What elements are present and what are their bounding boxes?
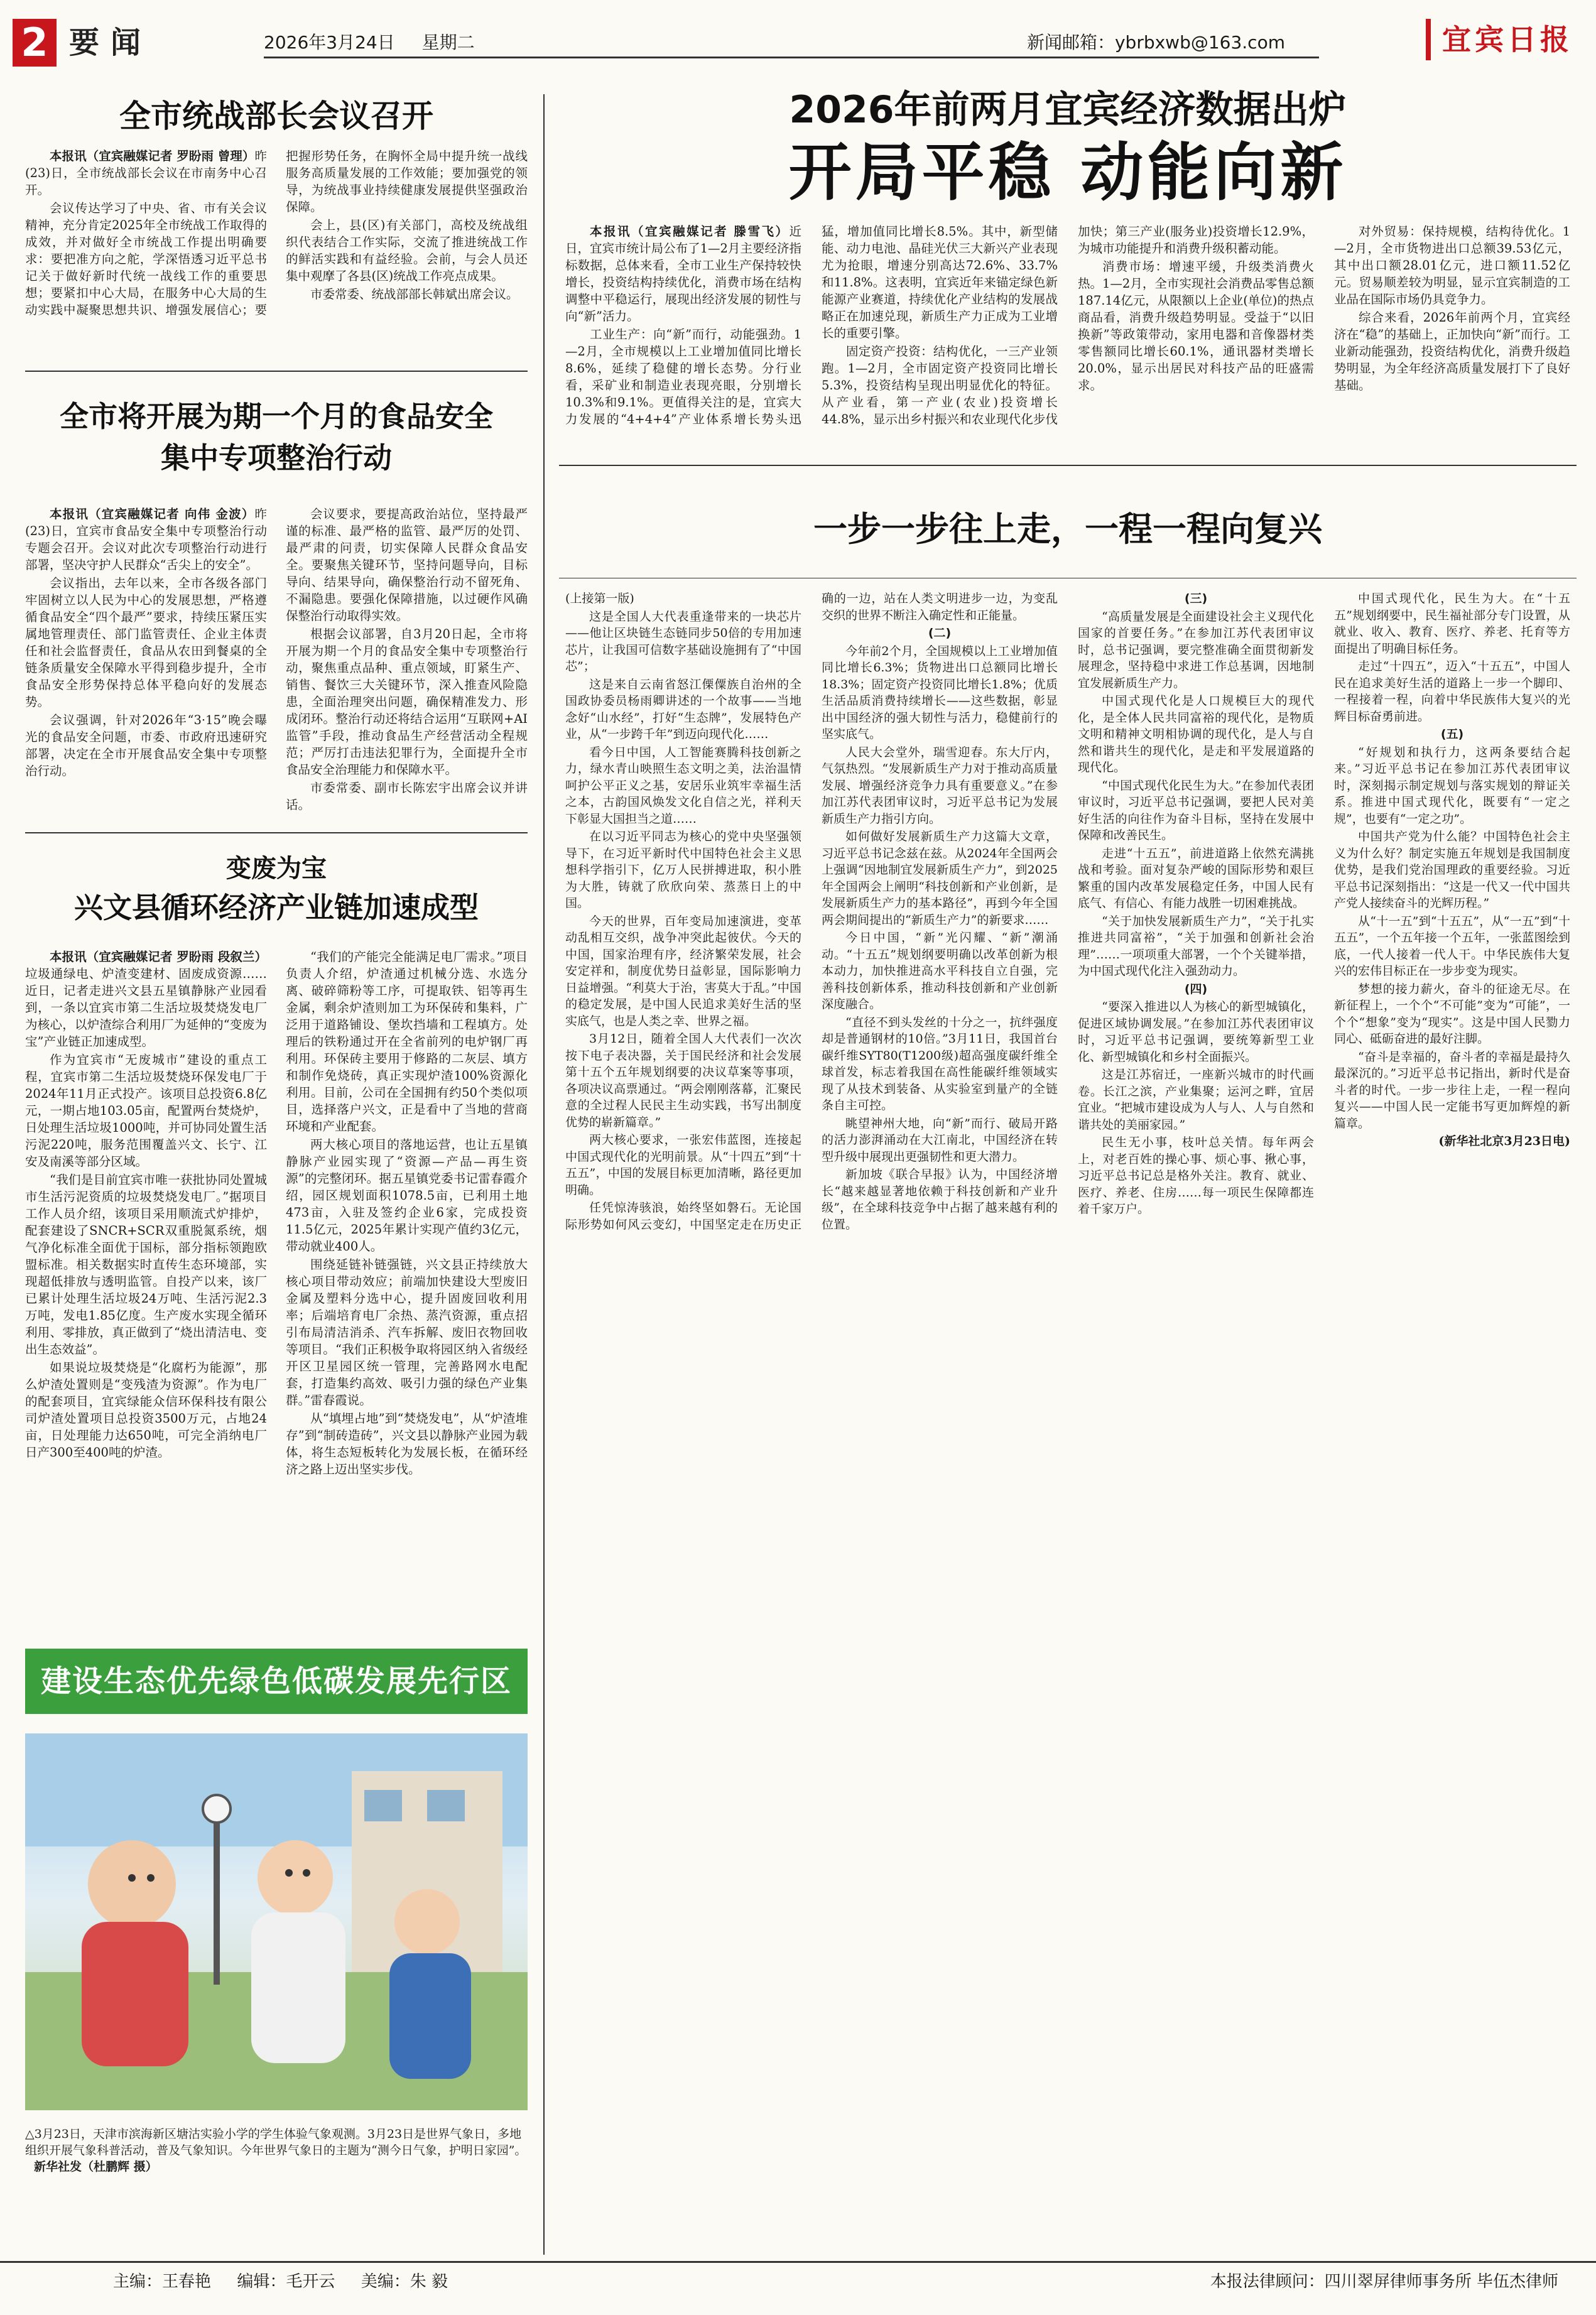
article2-paragraph: 根据会议部署，自3月20日起，全市将开展为期一个月的食品安全集中专项整治行动，聚焦重点品种、重点领域，盯紧生产、销售、餐饮三大关键环节，深入推查风险隐患，全面治理突出问题，确保精准发力、形成闭环。整治行动还将结合运用“互联网+AI监管”手段，推动食品生产经营活动全程规范；严厉打击违法犯罪行为，全面提升全市食品安全治理能力和保障水平。 xyxy=(286,627,528,777)
newspaper-logo: 宜宾日报 xyxy=(1426,19,1573,60)
article5-paragraph: 走过“十四五”，迈入“十五五”，中国人民在追求美好生活的道路上一步一个脚印、一程接着一程，向着中华民族伟大复兴的光辉目标奋勇前进。 xyxy=(1334,659,1570,724)
footer-staff xyxy=(113,2263,448,2301)
weather-day-photo xyxy=(25,1733,528,2110)
divider xyxy=(559,465,1577,466)
photo-caption-text: △3月23日，天津市滨海新区塘沽实验小学的学生体验气象观测。3月23日是世界气象日，多地组织开展气象科普活动，普及气象知识。今年世界气象日的主题为“测今日气象，护明日家园”。 xyxy=(25,2127,527,2157)
article3-paragraph: “我们的产能完全能满足电厂需求。”项目负责人介绍，炉渣通过机械分选、水选分离、破碎筛粉等工序，可提取铁、铝等再生金属，剩余炉渣则加工为环保砖和集料，广泛用于道路铺设、堡坎挡墙和工程填方。处理后的铁粉通过开在全省前列的电炉钢厂再利用。环保砖主要用于修路的二灰层、填方和制作免烧砖，真正实现炉渣100%资源化利用。目前，公司在全国拥有约50个类似项目，选择落户兴文，正是看中了当地的营商环境和产业配套。 xyxy=(286,950,528,1134)
article4-paragraph: 固定资产投资：结构优化，一三产业领跑。1—2月，全市固定资产投资同比增长5.3%，投资结构呈现出明显优化的特征。从产业看，第一产业(农业)投资增长44.8%，显示出乡村振兴和农业现代化步伐加快；第三产业(服务业)投资增长12.9%，为城市功能提升和消费升级积蓄动能。 xyxy=(822,224,1314,426)
article1-paragraph: 市委常委、统战部部长韩斌出席会议。 xyxy=(310,287,519,301)
article5-paragraph: 这是江苏宿迁，一座新兴城市的时代画卷。长江之滨，产业集聚；运河之畔，宜居宜业。“把城市建设成为人与人、人与自然和谐共处的美丽家园。” xyxy=(1078,1068,1314,1132)
article5-paragraph: 中国共产党为什么能？中国特色社会主义为什么好？制定实施五年规划是我国制度优势，是我们党治国理政的重要经验。习近平总书记深刻指出：“这是一代又一代中国共产党人接续奋斗的光辉历程。” xyxy=(1334,830,1570,910)
article5-title: 一步一步往上走，一程一程向复兴 xyxy=(813,509,1322,549)
article4-title-line1: 2026年前两月宜宾经济数据出炉 xyxy=(789,88,1347,132)
footer-legal-advisor: 本报法律顾问：四川翠屏律师事务所 毕伍杰律师 xyxy=(1210,2272,1558,2291)
article5-paragraph: 中国式现代化是人口规模巨大的现代化，是全体人民共同富裕的现代化，是物质文明和精神文明相协调的现代化，是人与自然和谐共生的现代化，是走和平发展道路的现代化。 xyxy=(1078,694,1314,774)
article4-body: 本报讯（宜宾融媒记者 滕雪飞）近日，宜宾市统计局公布了1—2月主要经济指标数据，总体来看，全市工业生产保持较快增长，投资结构持续优化，消费市场在结构调整中平稳运行，展现出经济发展的韧性与向“新”活力。 工业生产：向“新”而行，动能强劲。1—2月，全市规模以上工业增加值同比增长8.6%，延续了稳健的增长态势。分行业看，采矿业和制造业表现亮眼，分别增长10.3%和9.1%。更值得关注的是，宜宾大力发展的“4+4+4”产业体系增长势头迅猛，增加值同比增长8.5%。其中，新型储能、动力电池、晶硅光伏三大新兴产业表现尤为抢眼，增速分别高达72.6%、33.7%和11.8%。这表明，宜宾近年来锚定绿色新能源产业赛道，持续优化产业结构的发展战略正在加速兑现，新质生产力正成为工业增长的重要引擎。 固定资产投资：结构优化，一三产业领跑。1—2月，全市固定资产投资同比增长5.3%，投资结构呈现出明显优化的特征。从产业看，第一产业(农业)投资增长44.8%，显示出乡村振兴和农业现代化步伐加快；第三产业(服务业)投资增长12.9%，为城市功能提升和消费升级积蓄动能。 消费市场：增速平缓，升级类消费火热。1—2月，全市实现社会消费品零售总额187.14亿元，从限额以上企业(单位)的热点商品看，消费升级趋势明显。受益于“以旧换新”等政策带动，家用电器和音像器材类零售额同比增长60.1%，通讯器材类增长20.0%，显示出居民对科技产品的旺盛需求。 对外贸易：保持规模，结构待优化。1—2月，全市货物进出口总额39.53亿元，其中出口额28.01亿元，进口额11.52亿元。贸易顺差较为明显，显示宜宾制造的工业品在国际市场仍具竞争力。 综合来看，2026年前两个月，宜宾经济在“稳”的基础上，正加快向“新”而行。工业新动能强劲，投资结构优化，消费升级趋势明显，为全年经济高质量发展打下了良好基础。 xyxy=(565,224,1570,426)
article5-paragraph: “关于加快发展新质生产力”，“关于扎实推进共同富裕”，“关于加强和创新社会治理”……一项项重大部署，一个个关键举措，为中国式现代化注入强劲动力。 xyxy=(1078,914,1314,978)
article1-paragraph: 会上，县(区)有关部门，高校及统战组织代表结合工作实际，交流了推进统战工作的鲜活实践和有益经验。会前，与会人员还集中观摩了各县(区)统战工作亮点成果。 xyxy=(286,218,528,283)
article5-paragraph: 任凭惊涛骇浪，始终坚如磐石。无论国际形势如何风云变幻，中国坚定走在历史正确的一边，站在人类文明进步一边，为变乱交织的世界不断注入确定性和正能量。 xyxy=(565,592,1058,1232)
eco-banner: 建设生态优先绿色低碳发展先行区 xyxy=(25,1649,528,1714)
article5-body xyxy=(565,590,1570,2248)
footer-designer: 美编：朱 毅 xyxy=(361,2272,448,2291)
article5-section-four: (四) xyxy=(1184,982,1208,996)
article2-paragraph: 会议指出，去年以来，全市各级各部门牢固树立以人民为中心的发展思想，严格遵循食品安全“四个最严”要求，持续压紧压实属地管理责任、部门监管责任、企业主体责任和社会监督责任，食品从农田到餐桌的全链条质量安全保障水平得到稳步提升，全市食品安全形势保持总体平稳向好的发展态势。 xyxy=(25,576,267,709)
article5-paragraph: “直径不到头发丝的十分之一，抗绊强度却是普通钢材的10倍。”3月11日，我国首台碳纤维SYT80(T1200级)超高强度碳纤维全球首发，标志着我国在高性能碳纤维领域实现了从技术到装备、从实验室到量产的全链条自主可控。 xyxy=(822,1015,1058,1112)
divider xyxy=(25,832,528,833)
article1-byline: 本报讯（宜宾融媒记者 罗盼雨 曾理） xyxy=(50,149,255,163)
article5-paragraph: 人民大会堂外，瑞雪迎春。东大厅内，气氛热烈。“发展新质生产力对于推动高质量发展、增强经济竞争力具有重要意义。”在参加江苏代表团审议时，习近平总书记为发展新质生产力指引方向。 xyxy=(822,745,1058,826)
article4-paragraph: 综合来看，2026年前两个月，宜宾经济在“稳”的基础上，正加快向“新”而行。工业新动能强劲，投资结构优化，消费升级趋势明显，为全年经济高质量发展打下了良好基础。 xyxy=(1334,310,1570,393)
article5-paragraph: “高质量发展是全面建设社会主义现代化国家的首要任务。”在参加江苏代表团审议时，总书记强调，要完整准确全面贯彻新发展理念，坚持稳中求进工作总基调，因地制宜发展新质生产力。 xyxy=(1078,609,1314,690)
footer-editor: 主编：王春艳 xyxy=(113,2272,212,2291)
footer xyxy=(0,2261,1596,2304)
article4-paragraph: 消费市场：增速平缓，升级类消费火热。1—2月，全市实现社会消费品零售总额187.14亿元，从限额以上企业(单位)的热点商品看，消费升级趋势明显。受益于“以旧换新”等政策带动，家用电器和音像器材类零售额同比增长60.1%，通讯器材类增长20.0%，显示出居民对科技产品的旺盛需求。 xyxy=(1078,259,1314,393)
article5-paragraph: 如何做好发展新质生产力这篇大文章，习近平总书记念兹在兹。从2024年全国两会上强调“因地制宜发展新质生产力”，到2025年全国两会上阐明“科技创新和产业创新，是发展新质生产力的基本路径”，再到今年全国两会期间提出的“新质生产力”的新要求…… xyxy=(822,830,1058,927)
issue-date: 2026年3月24日 xyxy=(264,32,395,53)
issue-weekday: 星期二 xyxy=(421,32,475,53)
article5-paragraph: 新加坡《联合早报》认为，中国经济增长“越来越显著地依赖于科技创新和产业升级”，在全球科技竞争中占据了越来越有利的位置。 xyxy=(822,1168,1058,1232)
article3-paragraph: 从“填埋占地”到“焚烧发电”，从“炉渣堆存”到“制砖造砖”，兴文县以静脉产业园为载体，将生态短板转化为发展长板，在循环经济之路上迈出坚实步伐。 xyxy=(286,1411,528,1477)
article4-paragraph: 工业生产：向“新”而行，动能强劲。1—2月，全市规模以上工业增加值同比增长8.6%，延续了稳健的增长态势。分行业看，采矿业和制造业表现亮眼，分别增长10.3%和9.1%。更值得关注的是，宜宾大力发展的“4+4+4”产业体系增长势头迅猛，增加值同比增长8.5%。其中，新型储能、动力电池、晶硅光伏三大新兴产业表现尤为抢眼，增速分别高达72.6%、33.7%和11.8%。这表明，宜宾近年来锚定绿色新能源产业赛道，持续优化产业结构的发展战略正在加速兑现，新质生产力正成为工业增长的重要引擎。 xyxy=(565,224,1058,426)
article5-paragraph: 今年前2个月，全国规模以上工业增加值同比增长6.3%；货物进出口总额同比增长18.3%；固定资产投资同比增长1.8%；优质生活品质消费持续增长——这些数据，彰显出中国经济的强大韧性与活力，稳健前行的坚实底气。 xyxy=(822,644,1058,741)
divider xyxy=(25,371,528,372)
article2-byline: 本报讯（宜宾融媒记者 向伟 金波） xyxy=(50,507,255,521)
article2-title xyxy=(25,396,528,479)
article4-paragraph: 对外贸易：保持规模，结构待优化。1—2月，全市货物进出口总额39.53亿元，其中出口额28.01亿元，进口额11.52亿元。贸易顺差较为明显，显示宜宾制造的工业品在国际市场仍具竞争力。 xyxy=(1334,224,1570,306)
article5-paragraph: 从“十一五”到“十五五”，从“一五”到“十五五”，一个五年接一个五年，一张蓝图绘到底，一代人接着一代人干。中华民族伟大复兴的宏伟目标正在一步步变为现实。 xyxy=(1334,914,1570,978)
article5-paragraph: 这是全国人大代表重逢带来的一块芯片——他让区块链生态链同步50倍的专用加速芯片，让我国可信数字基础设施拥有了“中国芯”； xyxy=(565,609,801,673)
article5-paragraph: 眺望神州大地，向“新”而行、破局开路的活力澎湃涌动在大江南北，中国经济在转型升级中展现出更强韧性和更大潜力。 xyxy=(822,1116,1058,1164)
article5-continued: (上接第一版) xyxy=(565,592,634,605)
section-name: 要闻 xyxy=(69,25,153,60)
footer-copy-editor: 编辑：毛开云 xyxy=(237,2272,335,2291)
article5-section-five: (五) xyxy=(1440,727,1464,741)
article5-section-two: (二) xyxy=(928,626,952,640)
article3-paragraph: “我们是目前宜宾市唯一获批协同处置城市生活污泥资质的垃圾焚烧发电厂。”据项目工作人员介绍，该项目采用顺流式炉排炉，配套建设了SNCR+SCR双重脱氮系统，烟气净化标准全面优于国标，部分指标领跑欧盟标准。相关数据实时直传生态环境部，实现超低排放与透明监管。自投产以来，该厂已累计处理生活垃圾24万吨、生活污泥2.3万吨，发电1.85亿度。生产废水实现全循环利用、零排放，真正做到了“烧出清洁电、变出生态效益”。 xyxy=(25,1173,267,1357)
article5-credit: (新华社北京3月23日电) xyxy=(1438,1134,1570,1148)
article5-paragraph: 今日中国，“新”光闪耀、“新”潮涌动。“十五五”规划纲要明确以改革创新为根本动力，加快推进高水平科技自立自强，完善科技创新体系，推动科技创新和产业创新深度融合。 xyxy=(822,931,1058,1011)
article3-paragraph: 两大核心项目的落地运营，也让五星镇静脉产业园实现了“资源—产品—再生资源”的完整闭环。据五星镇党委书记雷春霞介绍，园区规划面积1078.5亩，已利用土地473亩，入驻及签约企业6家，完成投资11.5亿元，2025年累计实现产值约3亿元，带动就业400人。 xyxy=(286,1137,528,1254)
article3-title: 兴文县循环经济产业链加速成型 xyxy=(74,891,479,924)
article5-paragraph: 两大核心要求，一张宏伟蓝图，连接起中国式现代化的光明前景。从“十四五”到“十五五”，中国的发展目标更加清晰，路径更加明确。 xyxy=(565,1133,801,1197)
article5-paragraph: “奋斗是幸福的，奋斗者的幸福是最持久最深沉的。”习近平总书记指出，新时代是奋斗者的时代。一步一步往上走，一程一程向复兴——中国人民一定能书写更加辉煌的新篇章。 xyxy=(1334,1049,1570,1130)
article2-paragraph: 会议强调，针对2026年“3·15”晚会曝光的食品安全问题，市委、市政府迅速研究部署，决定在全市开展食品安全集中专项整治行动。 xyxy=(25,713,267,778)
article3-paragraph: 如果说垃圾焚烧是“化腐朽为能源”，那么炉渣处置则是“变残渣为资源”。作为电厂的配套项目，宜宾绿能众信环保科技有限公司炉渣处置项目总投资3500万元，占地24亩，日处理能力达650吨，可完全消纳电厂日产300至400吨的炉渣。 xyxy=(25,1360,267,1460)
article2-body: 本报讯（宜宾融媒记者 向伟 金波）昨(23)日，宜宾市食品安全集中专项整治行动专题会召开。会议对此次专项整治行动进行部署，坚决守护人民群众“舌尖上的安全”。 会议指出，去年以来，全市各级各部门牢固树立以人民为中心的发展思想，严格遵循食品安全“四个最严”要求，持续压紧压实属地管理责任、部门监管责任、企业主体责任和社会监督责任，食品从农田到餐桌的全链条质量安全保障水平得到稳步提升，全市食品安全形势保持总体平稳向好的发展态势。 会议强调，针对2026年“3·15”晚会曝光的食品安全问题，市委、市政府迅速研究部署，决定在全市开展食品安全集中专项整治行动。 会议要求，要提高政治站位，坚持最严谨的标准、最严格的监管、最严厉的处罚、最严肃的问责，切实保障人民群众食品安全。要聚焦关键环节，坚持问题导向，目标导向、结果导向，确保整治行动不留死角、不漏隐患。要强化保障措施，以过硬作风确保整治行动取得实效。 根据会议部署，自3月20日起，全市将开展为期一个月的食品安全集中专项整治行动，聚焦重点品种、重点领域，盯紧生产、销售、餐饮三大关键环节，深入推查风险隐患，全面治理突出问题，确保精准发力、形成闭环。整治行动还将结合运用“互联网+AI监管”手段，推动食品生产经营活动全程规范；严厉打击违法犯罪行为，全面提升全市食品安全治理能力和保障水平。 市委常委、副市长陈宏宇出席会议并讲话。 xyxy=(25,507,528,812)
article5-paragraph: 中国式现代化，民生为大。在“十五五”规划纲要中，民生福祉部分专门设置，从就业、收入、教育、医疗、养老、托育等方面提出了明确目标任务。 xyxy=(1334,592,1570,656)
article5-paragraph: “中国式现代化民生为大。”在参加代表团审议时，习近平总书记强调，要把人民对美好生活的向往作为奋斗目标，坚持在发展中保障和改善民生。 xyxy=(1078,778,1314,842)
page-number: 2 xyxy=(13,19,57,67)
photo-illustration xyxy=(25,1733,528,2110)
article3-byline: 本报讯（宜宾融媒记者 罗盼雨 段叙兰） xyxy=(50,950,267,964)
article2-title-line2: 集中专项整治行动 xyxy=(161,441,392,475)
article5-paragraph: 在以习近平同志为核心的党中央坚强领导下，在习近平新时代中国特色社会主义思想科学指引下，亿万人民拼搏进取，积小胜为大胜，铸就了欣欣向荣、蒸蒸日上的中国。 xyxy=(565,830,801,910)
article5-paragraph: “好规划和执行力，这两条要结合起来。”习近平总书记在参加江苏代表团审议时，深刻揭示制定规划与落实规划的辩证关系。推进中国式现代化，既要有“一定之规”，也要有“一定之功”。 xyxy=(1334,745,1570,826)
column-divider xyxy=(543,94,545,2255)
article5-paragraph: 看今日中国，人工智能赛腾科技创新之力，绿水青山映照生态文明之美，法治温情呵护公平正义之基，安居乐业筑牢幸福生活之本，古韵国风焕发文化自信之光，祥利天下彰显大国担当之道…… xyxy=(565,745,801,826)
article5-paragraph: 这是来自云南省怒江傈僳族自治州的全国政协委员杨雨卿讲述的一个故事——当地念好“山水经”，打好“生态牌”，发展特色产业，从“一步跨千年”到迈向现代化…… xyxy=(565,677,801,741)
photo-caption xyxy=(25,2126,528,2175)
article2-title-line1: 全市将开展为期一个月的食品安全 xyxy=(60,399,493,433)
article3-paragraph: 围绕延链补链强链，兴文县正持续放大核心项目带动效应；前端加快建设大型废旧金属及塑料分选中心，提升固废回收利用率；后端培育电厂余热、蒸汽资源，重点招引布局清洁消杀、汽车拆解、废旧衣物回收等项目。“我们正积极争取将园区纳入省级经开区卫星园区统一管理，完善路网水电配套，打造集约高效、吸引力强的绿色产业集群。”雷春霞说。 xyxy=(286,1257,528,1407)
news-email[interactable]: 新闻邮箱：ybrbxwb@163.com xyxy=(1026,32,1285,53)
article3-kicker: 变废为宝 xyxy=(226,854,327,883)
article3-body: 本报讯（宜宾融媒记者 罗盼雨 段叙兰）垃圾通绿电、炉渣变建材、固废成资源……近日，记者走进兴文县五星镇静脉产业园看到，一条以宜宾市第二生活垃圾焚烧发电厂为核心，以炉渣综合利用厂为延伸的“变废为宝”产业链正加速成型。 作为宜宾市“无废城市”建设的重点工程，宜宾市第二生活垃圾焚烧环保发电厂于2024年11月正式投产。该项目总投资6.8亿元，一期占地103.05亩，配置两台焚烧炉，日处理生活垃圾1000吨，并可协同处置生活污泥220吨，服务范围覆盖兴文、长宁、江安及南溪等部分区域。 “我们是目前宜宾市唯一获批协同处置城市生活污泥资质的垃圾焚烧发电厂。”据项目工作人员介绍，该项目采用顺流式炉排炉，配套建设了SNCR+SCR双重脱氮系统，烟气净化标准全面优于国标，部分指标领跑欧盟标准。相关数据实时直传生态环境部，实现超低排放与透明监管。自投产以来，该厂已累计处理生活垃圾24万吨、生活污泥2.3万吨，发电1.85亿度。生产废水实现全循环利用、零排放，真正做到了“烧出清洁电、变出生态效益”。 如果说垃圾焚烧是“化腐朽为能源”，那么炉渣处置则是“变残渣为资源”。作为电厂的配套项目，宜宾绿能众信环保科技有限公司炉渣处置项目总投资3500万元，占地24亩，日处理能力达650吨，可完全消纳电厂日产300至400吨的炉渣。 “我们的产能完全能满足电厂需求。”项目负责人介绍，炉渣通过机械分选、水选分离、破碎筛粉等工序，可提取铁、铝等再生金属，剩余炉渣则加工为环保砖和集料，广泛用于道路铺设、堡坎挡墙和工程填方。处理后的铁粉通过开在全省前列的电炉钢厂再利用。环保砖主要用于修路的二灰层、填方和制作免烧砖，真正实现炉渣100%资源化利用。目前，公司在全国拥有约50个类似项目，选择落户兴文，正是看中了当地的营商环境和产业配套。 两大核心项目的落地运营，也让五星镇静脉产业园实现了“资源—产品—再生资源”的完整闭环。据五星镇党委书记雷春霞介绍，园区规划面积1078.5亩，已利用土地473亩，入驻及签约企业6家，完成投资11.5亿元，2025年累计实现产值约3亿元，带动就业400人。 围绕延链补链强链，兴文县正持续放大核心项目带动效应；前端加快建设大型废旧金属及塑料分选中心，提升固废回收利用率；后端培育电厂余热、蒸汽资源，重点招引布局清洁消杀、汽车拆解、废旧衣物回收等项目。“我们正积极争取将园区纳入省级经开区卫星园区统一管理，完善路网水电配套，打造集约高效、吸引力强的绿色产业集群。”雷春霞说。 从“填埋占地”到“焚烧发电”，从“炉渣堆存”到“制砖造砖”，兴文县以静脉产业园为载体，将生态短板转化为发展长板，在循环经济之路上迈出坚实步伐。 xyxy=(25,950,528,1477)
article3-paragraph: 作为宜宾市“无废城市”建设的重点工程，宜宾市第二生活垃圾焚烧环保发电厂于2024年11月正式投产。该项目总投资6.8亿元，一期占地103.05亩，配置两台焚烧炉，日处理生活垃圾1000吨，并可协同处置生活污泥220吨，服务范围覆盖兴文、长宁、江安及南溪等部分区域。 xyxy=(25,1053,267,1169)
article1-body: 本报讯（宜宾融媒记者 罗盼雨 曾理）昨(23)日，全市统战部长会议在市南务中心召开。 会议传达学习了中央、省、市有关会议精神，充分肯定2025年全市统战工作取得的成效，并对做好全市统战工作提出明确要求：要把准方向之舵，学深悟透习近平总书记关于做好新时代统一战线工作的重要思想；要紧扣中心大局，在服务中心大局的生动实践中凝聚思想共识、增强发展信心；要把握形势任务，在胸怀全局中提升统一战线服务高质量发展的工作效能；要加强党的领导，为统战事业持续健康发展提供坚强政治保障。 会上，县(区)有关部门，高校及统战组织代表结合工作实际，交流了推进统战工作的鲜活实践和有益经验。会前，与会人员还集中观摩了各县(区)统战工作亮点成果。 市委常委、统战部部长韩斌出席会议。 xyxy=(25,149,528,317)
article5-paragraph: 民生无小事，枝叶总关情。每年两会上，对老百姓的操心事、烦心事、揪心事，习近平总书记总是格外关注。教育、就业、医疗、养老、住房……每一项民生保障都连着千家万户。 xyxy=(1078,1136,1314,1216)
article5-paragraph: 3月12日，随着全国人大代表们一次次按下电子表决器，关于国民经济和社会发展第十五个五年规划纲要的决议草案等事项，各项决议高票通过。“两会刚刚落幕，汇聚民意的全过程人民民主生动实践，书写出制度优势的崭新篇章。” xyxy=(565,1032,801,1129)
article5-paragraph: 今天的世界，百年变局加速演进，变革动乱相互交织，战争冲突此起彼伏。今天的中国，国家治理有序，经济繁荣发展，社会安定祥和，制度优势日益彰显，国际影响力日益增强。“利莫大于治，害莫大于乱。”中国的稳定发展，是中国人民追求美好生活的坚实底气，也是人类之幸、世界之福。 xyxy=(565,914,801,1028)
article2-paragraph: 会议要求，要提高政治站位，坚持最严谨的标准、最严格的监管、最严厉的处罚、最严肃的问责，切实保障人民群众食品安全。要聚焦关键环节，坚持问题导向，目标导向、结果导向，确保整治行动不留死角、不漏隐患。要强化保障措施，以过硬作风确保整治行动取得实效。 xyxy=(286,507,528,623)
photo-credit: 新华社发（杜鹏辉 摄） xyxy=(34,2160,158,2174)
article1-title: 全市统战部长会议召开 xyxy=(119,98,433,134)
article4-byline: 本报讯（宜宾融媒记者 滕雪飞） xyxy=(590,224,790,239)
article4-title-line2: 开局平稳 动能向新 xyxy=(788,136,1347,209)
article5-section-three: (三) xyxy=(1184,592,1208,605)
article5-paragraph: 梦想的接力薪火，奋斗的征途无尽。在新征程上，一个个“不可能”变为“可能”，一个个“想象”变为“现实”。这是中国人民勠力同心、砥砺奋进的最好注脚。 xyxy=(1334,982,1570,1046)
article5-paragraph: 走进“十五五”，前进道路上依然充满挑战和考验。面对复杂严峻的国际形势和艰巨繁重的国内改革发展稳定任务，中国人民有底气、有信心、有能力战胜一切困难挑战。 xyxy=(1078,846,1314,910)
article1-paragraph: 会议传达学习了中央、省、市有关会议精神，充分肯定2025年全市统战工作取得的成效，并对做好全市统战工作提出明确要求：要把准方向之舵，学深悟透习近平总书记关于做好新时代统一战线工作的重要思想；要紧扣中心大局，在服务中心大局的生动实践中凝聚思想共识、增强发展信心；要把握形势任务，在胸怀全局中提升统一战线服务高质量发展的工作效能；要加强党的领导，为统战事业持续健康发展提供坚强政治保障。 xyxy=(25,149,528,317)
dateline xyxy=(264,30,1319,58)
article2-paragraph: 市委常委、副市长陈宏宇出席会议并讲话。 xyxy=(286,781,528,812)
masthead xyxy=(0,0,1596,94)
article5-paragraph: “要深入推进以人为核心的新型城镇化，促进区域协调发展。”在参加江苏代表团审议时，习近平总书记强调，要统筹新型工业化、新型城镇化和乡村全面振兴。 xyxy=(1078,1000,1314,1064)
